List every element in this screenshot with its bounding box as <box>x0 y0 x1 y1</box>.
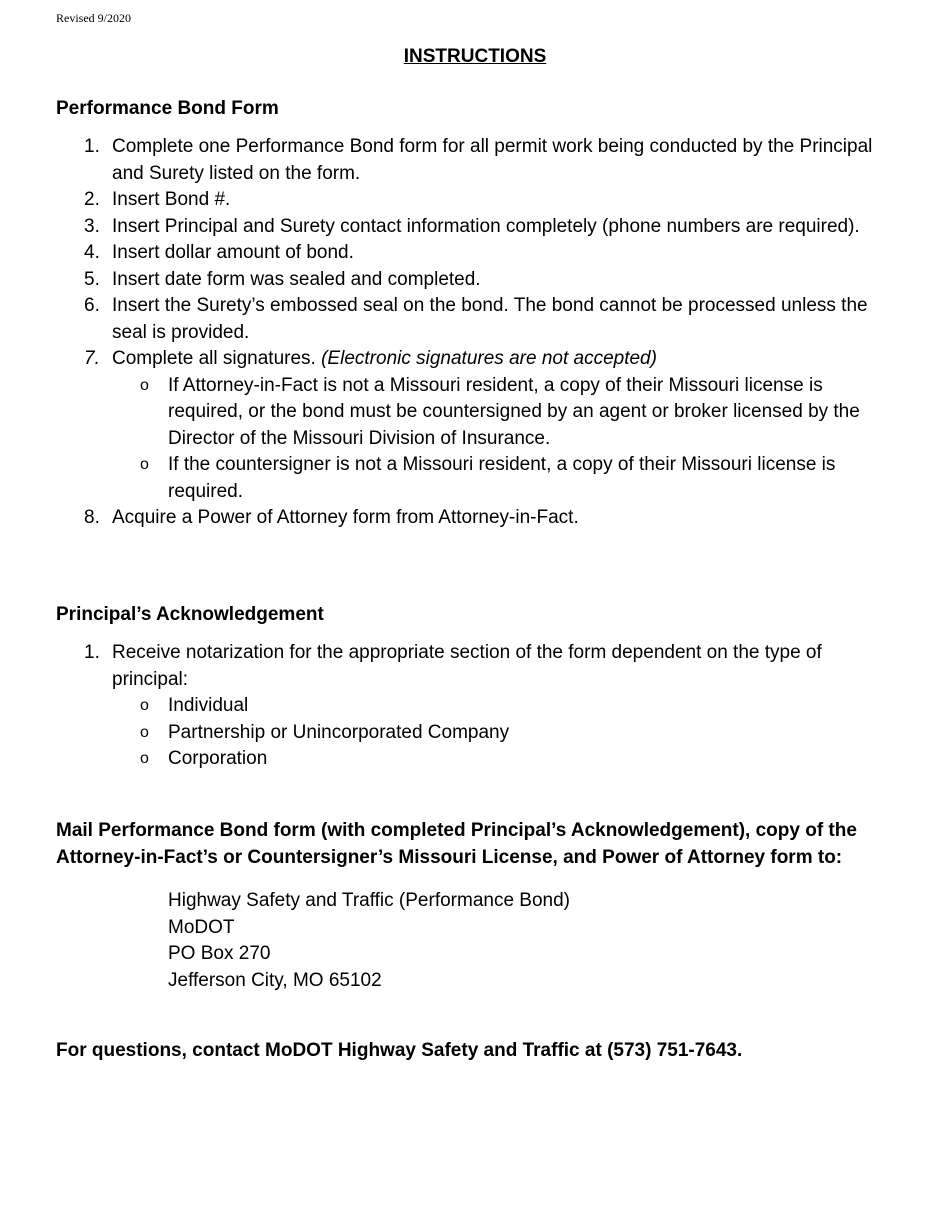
item-text: Complete one Performance Bond form for all permit work being conducted by the Principal and Surety listed on the form. <box>112 136 873 184</box>
list-item <box>0 640 950 693</box>
item-text: Insert dollar amount of bond. <box>112 242 354 263</box>
mailing-address <box>168 888 570 994</box>
address-line: MoDOT <box>168 916 235 938</box>
sub-list-item <box>0 720 950 747</box>
mail-instructions: Mail Performance Bond form (with completed Principal’s Acknowledgement), copy of the Attorney-in-Fact’s or Countersigner’s Missouri License, and Power of Attorney form to: <box>56 820 857 868</box>
circle-bullet-icon: o <box>140 750 149 767</box>
item-number: 5. <box>84 268 100 290</box>
sub-list-item <box>0 693 950 720</box>
acknowledgement-list <box>0 640 950 773</box>
sub-item-text: If the countersigner is not a Missouri resident, a copy of their Missouri license is required. <box>168 454 836 502</box>
list-item <box>0 134 950 187</box>
page-title: INSTRUCTIONS <box>403 46 547 67</box>
performance-bond-heading: Performance Bond Form <box>56 98 279 119</box>
item-number: 7. <box>84 348 100 369</box>
item-text: Insert Principal and Surety contact information completely (phone numbers are required). <box>112 215 860 237</box>
list-item <box>0 240 950 267</box>
electronic-signature-note: (Electronic signatures are not accepted) <box>321 348 657 369</box>
principal-type-option: Partnership or Unincorporated Company <box>168 721 510 743</box>
item-text: Insert date form was sealed and completed. <box>112 268 481 290</box>
circle-bullet-icon: o <box>140 376 149 394</box>
address-line: Jefferson City, MO 65102 <box>168 969 382 991</box>
item-number: 2. <box>84 189 100 210</box>
performance-bond-list <box>0 134 950 532</box>
item-text: Insert the Surety’s embossed seal on the bond. The bond cannot be processed unless the seal is provided. <box>112 295 868 343</box>
item-number: 4. <box>84 242 100 263</box>
list-item <box>0 187 950 214</box>
item-number: 3. <box>84 215 100 237</box>
sub-list-item <box>0 373 950 453</box>
item-number: 8. <box>84 507 100 528</box>
address-line: PO Box 270 <box>168 943 271 964</box>
item-number: 1. <box>84 642 100 663</box>
item-text: Insert Bond #. <box>112 189 231 210</box>
item-number: 1. <box>84 136 100 157</box>
sub-list-item <box>0 746 950 773</box>
list-item <box>0 505 950 532</box>
revision-date: Revised 9/2020 <box>56 11 131 25</box>
principal-type-option: Corporation <box>168 748 268 769</box>
list-item <box>0 267 950 294</box>
item-number: 6. <box>84 295 100 316</box>
item-text: Acquire a Power of Attorney form from Attorney-in-Fact. <box>112 507 579 528</box>
circle-bullet-icon: o <box>140 697 149 714</box>
principal-type-option: Individual <box>168 695 249 716</box>
list-item <box>0 293 950 346</box>
item-text: Receive notarization for the appropriate section of the form dependent on the type of principal: <box>112 642 822 690</box>
circle-bullet-icon: o <box>140 723 149 741</box>
sub-item-text: If Attorney-in-Fact is not a Missouri resident, a copy of their Missouri license is required, or the bond must be countersigned by an agent or broker licensed by the Director of the Missouri Division of Insurance. <box>168 374 860 449</box>
acknowledgement-heading: Principal’s Acknowledgement <box>56 604 324 625</box>
address-line: Highway Safety and Traffic (Performance Bond) <box>168 890 571 911</box>
list-item <box>0 214 950 241</box>
sub-list-item <box>0 452 950 505</box>
contact-info: For questions, contact MoDOT Highway Safety and Traffic at (573) 751-7643. <box>56 1040 743 1061</box>
list-item <box>0 346 950 373</box>
circle-bullet-icon: o <box>140 456 149 473</box>
item-text: Complete all signatures. <box>112 348 316 369</box>
